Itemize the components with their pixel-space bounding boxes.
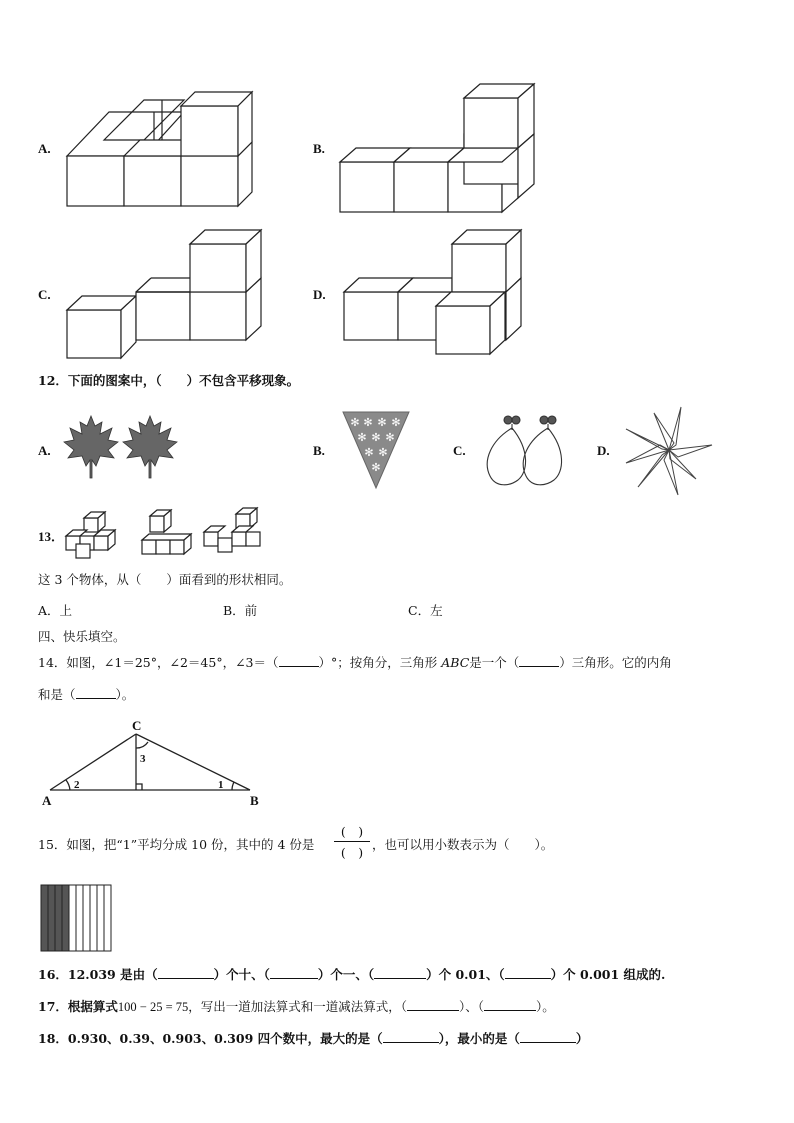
q12-option-d-label: D. <box>597 443 610 458</box>
q17-text-c: ）、（ <box>459 999 485 1014</box>
q11-figure-a <box>64 90 264 210</box>
bar-part <box>69 885 76 951</box>
q17-line <box>38 998 555 1016</box>
q13-choice-b: B．前 <box>223 603 258 618</box>
q15-decimal-bar <box>40 884 112 954</box>
q12-option-a-label: A. <box>38 443 51 458</box>
snowflake-triangle-icon <box>343 412 413 492</box>
q11-option-c-label: C. <box>38 287 51 302</box>
q13-choice-a: A．上 <box>38 603 73 618</box>
q11-figure-b <box>339 82 549 217</box>
bar-part-shaded <box>41 885 48 951</box>
q12-option-c-label: C. <box>453 443 466 458</box>
q13-figure-1 <box>64 508 124 558</box>
q16-blank-thousandths[interactable] <box>505 966 551 979</box>
q13-figure-2 <box>140 508 200 558</box>
q18-text-a: 18．0.930、0.39、0.903、0.309 四个数中，最大的是（ <box>38 1031 383 1046</box>
q15-fraction[interactable] <box>332 822 372 861</box>
q16-line <box>38 966 665 984</box>
section-heading: 四、快乐填空。 <box>38 629 126 644</box>
q16-text-c: ）个一、（ <box>317 967 375 982</box>
q11-figure-d <box>342 226 542 361</box>
q17-blank-sub[interactable] <box>484 998 536 1011</box>
q16-text-b: ）个十、（ <box>213 967 270 982</box>
q11-figure-c <box>64 226 274 361</box>
svg-text:✻: ✻ <box>391 416 401 429</box>
q14-text-e: 和是（ <box>38 687 76 702</box>
svg-text:✻: ✻ <box>385 431 395 444</box>
q17-blank-add[interactable] <box>407 998 459 1011</box>
q14-line1 <box>38 654 672 672</box>
q16-blank-ones[interactable] <box>270 966 318 979</box>
svg-text:✻: ✻ <box>350 416 360 429</box>
q14-line2 <box>38 686 134 704</box>
q14-text-b: ）°；按角分，三角形 <box>318 655 438 670</box>
q15-text-a: 15．如图，把“1”平均分成 10 份，其中的 4 份是 <box>38 837 315 852</box>
svg-text:✻: ✻ <box>357 431 367 444</box>
q14-text-a: 14．如图，∠1＝25°，∠2＝45°，∠3＝（ <box>38 655 279 670</box>
svg-text:✻: ✻ <box>378 446 388 459</box>
q14-angle-3: 3 <box>140 753 146 765</box>
q11-option-a-label: A. <box>38 141 51 156</box>
q14-blank-type[interactable] <box>519 654 559 667</box>
bar-part <box>83 885 90 951</box>
svg-text:✻: ✻ <box>363 416 373 429</box>
q12-option-b-label: B. <box>313 443 325 458</box>
q14-blank-angle3[interactable] <box>279 654 319 667</box>
bird-heart-icon <box>482 410 582 490</box>
bar-part-shaded <box>62 885 69 951</box>
q11-option-d-label: D. <box>313 287 326 302</box>
svg-text:✻: ✻ <box>364 446 374 459</box>
bar-part <box>90 885 97 951</box>
bar-part <box>97 885 104 951</box>
bar-part-shaded <box>48 885 55 951</box>
q14-text-c: 是一个（ <box>469 655 520 670</box>
q16-blank-tens[interactable] <box>158 966 214 979</box>
q18-blank-max[interactable] <box>383 1030 439 1043</box>
q14-angle-1: 1 <box>218 779 224 791</box>
q16-text-d: ）个 0.01、（ <box>426 967 505 982</box>
q16-text-e: ）个 0.001 组成的. <box>550 967 666 982</box>
svg-text:✻: ✻ <box>377 416 387 429</box>
q11-option-b-label: B. <box>313 141 325 156</box>
svg-text:✻: ✻ <box>371 461 381 474</box>
q13-figure-3 <box>202 508 262 558</box>
svg-text:✻: ✻ <box>371 431 381 444</box>
q18-text-c: ） <box>575 1031 589 1046</box>
q16-blank-hundredths[interactable] <box>374 966 426 979</box>
q14-blank-sum[interactable] <box>76 686 116 699</box>
q14-angle-2: 2 <box>74 779 80 791</box>
q13-stem: 这 3 个物体，从（ ）面看到的形状相同。 <box>38 572 292 587</box>
bar-part-shaded <box>55 885 62 951</box>
q18-blank-min[interactable] <box>520 1030 576 1043</box>
q14-text-f: ）。 <box>115 687 135 702</box>
q18-text-b: ），最小的是（ <box>438 1031 520 1046</box>
q14-abc: ABC <box>441 655 470 670</box>
q17-formula: 100 − 25 = 75 <box>117 1000 189 1014</box>
q17-text-b: ，写出一道加法算式和一道减法算式，（ <box>188 999 408 1014</box>
pinwheel-icon <box>624 405 714 500</box>
q15-frac-top: ( ) <box>340 824 364 839</box>
q15-frac-bottom: ( ) <box>340 845 364 860</box>
q15-text-b: ，也可以用小数表示为（ ）。 <box>372 837 554 852</box>
q12-stem: 12．下面的图案中，（ ）不包含平移现象。 <box>38 373 300 388</box>
bar-part <box>104 885 111 951</box>
q14-label-c: C <box>132 718 142 733</box>
q14-text-d: ）三角形。它的内角 <box>559 655 672 670</box>
bar-part <box>76 885 83 951</box>
q17-text-a: 17．根据算式 <box>38 999 118 1014</box>
q14-triangle-figure <box>40 718 280 808</box>
q16-text-a: 16．12.039 是由（ <box>38 967 158 982</box>
q14-label-b: B <box>250 793 259 808</box>
q17-text-d: ）。 <box>536 999 555 1014</box>
q14-label-a: A <box>42 793 52 808</box>
q13-choice-c: C．左 <box>408 603 443 618</box>
q18-line <box>38 1030 588 1048</box>
q13-number: 13． <box>38 529 65 544</box>
maple-leaf-pair-icon <box>62 412 177 487</box>
